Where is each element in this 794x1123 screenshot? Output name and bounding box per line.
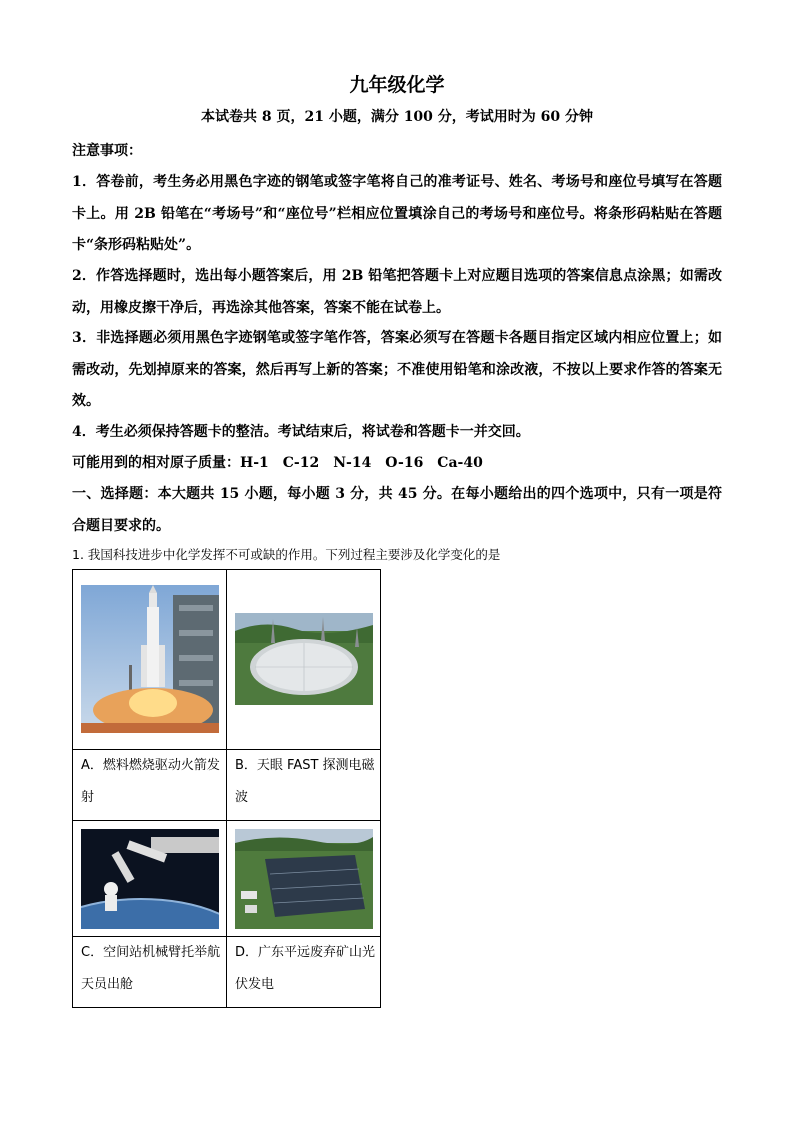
- option-d-label: D．广东平远废弃矿山光伏发电: [227, 937, 381, 1008]
- exam-info: 本试卷共 8 页，21 小题，满分 100 分，考试用时为 60 分钟: [200, 109, 594, 125]
- solar-farm-image: [235, 829, 373, 929]
- option-b-label: B．天眼 FAST 探测电磁波: [227, 750, 381, 821]
- option-a-image-cell: [73, 570, 227, 750]
- rocket-launch-image: [81, 585, 219, 733]
- page-title: 九年级化学: [349, 74, 445, 96]
- option-c-label: C．空间站机械臂托举航天员出舱: [73, 937, 227, 1008]
- notes-heading: 注意事项：: [72, 143, 142, 159]
- question-stem: 1. 我国科技进步中化学发挥不可或缺的作用。下列过程主要涉及化学变化的是: [72, 547, 501, 562]
- option-a-label: A．燃料燃烧驱动火箭发射: [73, 750, 227, 821]
- space-robotic-arm-image: [81, 829, 219, 929]
- option-d-image-cell: [227, 821, 381, 937]
- atomic-masses: 可能用到的相对原子质量：H-1 C-12 N-14 O-16 Ca-40: [72, 455, 483, 471]
- option-b-image-cell: [227, 570, 381, 750]
- option-c-image-cell: [73, 821, 227, 937]
- note-item-3: 3．非选择题必须用黑色字迹钢笔或签字笔作答，答案必须写在答题卡各题目指定区域内相应位置上；如需改动，先划掉原来的答案，然后再写上新的答案；不准使用铅笔和涂改液，不按以上要求作答的答案无效。: [72, 330, 722, 409]
- note-item-1: 1．答卷前，考生务必用黑色字迹的钢笔或签字笔将自己的准考证号、姓名、考场号和座位号填写在答题卡上。用 2B 铅笔在“考场号”和“座位号”栏相应位置填涂自己的考场号和座位号。将条形码粘贴在答题卡“条形码粘贴处”。: [72, 174, 722, 253]
- section-heading: 一、选择题：本大题共 15 小题，每小题 3 分，共 45 分。在每小题给出的四个选项中，只有一项是符合题目要求的。: [72, 486, 722, 534]
- options-table: [72, 569, 381, 1008]
- note-item-4: 4．考生必须保持答题卡的整洁。考试结束后，将试卷和答题卡一并交回。: [72, 424, 530, 440]
- note-item-2: 2．作答选择题时，选出每小题答案后，用 2B 铅笔把答题卡上对应题目选项的答案信息点涂黑；如需改动，用橡皮擦干净后，再选涂其他答案，答案不能在试卷上。: [72, 268, 722, 316]
- fast-telescope-image: [235, 613, 373, 705]
